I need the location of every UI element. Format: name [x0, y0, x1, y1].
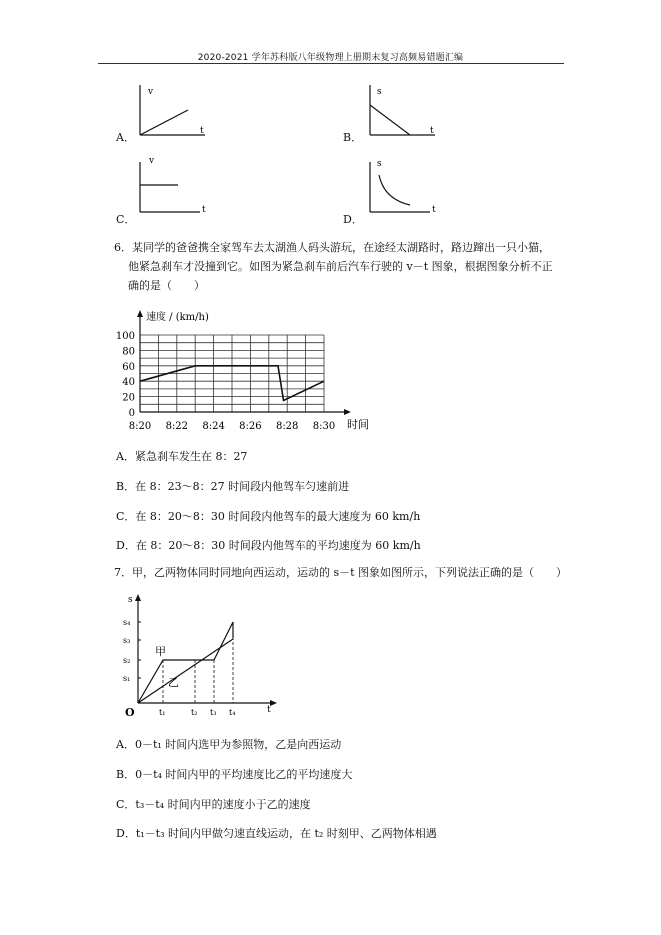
t2-tick: t₂ [191, 708, 198, 717]
x-tick-label: 8:20 [128, 421, 152, 432]
t-axis-arrow [270, 700, 277, 706]
option-d-xlabel: t [432, 205, 436, 215]
jia-line [138, 622, 233, 703]
x-tick-label: 8:26 [239, 421, 262, 432]
option-c-label: C． [116, 213, 136, 226]
y-tick-label: 100 [115, 331, 135, 342]
x-tick-label: 8:30 [312, 421, 336, 432]
origin-label: O [125, 706, 135, 719]
option-a-xlabel: t [200, 126, 204, 136]
option-b-label: B． [343, 131, 363, 144]
option-b-ylabel: s [377, 87, 382, 97]
x-tick-label: 8:24 [202, 421, 225, 432]
q7-option-a: A．0－t₁ 时间内选甲为参照物，乙是向西运动 [116, 738, 342, 751]
q6-option-b: B．在 8：23～8：27 时间段内他驾车匀速前进 [116, 480, 350, 493]
q7-stem: 7．甲，乙两物体同时同地向西运动，运动的 s－t 图象如图所示，下列说法正确的是（ ） [114, 566, 568, 579]
y-tick-label: 20 [122, 392, 135, 404]
x-axis-arrow [344, 409, 351, 415]
chart-xlabel: 时间 [347, 418, 369, 431]
option-d-curve [379, 175, 410, 205]
q6-option-c: C．在 8：20～8：30 时间段内他驾车的最大速度为 60 km/h [116, 510, 421, 523]
jia-label: 甲 [155, 645, 166, 658]
q6-option-d: D．在 8：20～8：30 时间段内他驾车的平均速度为 60 km/h [116, 539, 421, 552]
q7-option-b: B．0－t₄ 时间内甲的平均速度比乙的平均速度大 [116, 768, 353, 781]
y-tick-label: 60 [122, 361, 135, 373]
q7-option-c: C．t₃－t₄ 时间内甲的速度小于乙的速度 [116, 798, 311, 811]
y-axis-arrow [137, 310, 143, 317]
option-a-label: A． [116, 131, 135, 144]
s-axis-label: s [128, 595, 133, 605]
q6-vt-chart [110, 300, 400, 440]
s-axis-arrow [135, 594, 141, 601]
q6-option-a: A．紧急刹车发生在 8：27 [116, 450, 248, 463]
t1-tick: t₁ [159, 708, 166, 717]
option-a-line [140, 110, 188, 135]
option-c-ylabel: v [149, 157, 155, 166]
s3-tick: s₃ [123, 636, 131, 645]
chart-axes [137, 310, 351, 415]
option-a-graph [130, 80, 220, 142]
option-d-ylabel: s [377, 159, 382, 169]
s1-tick: s₁ [123, 674, 131, 683]
option-d-label: D． [343, 213, 363, 226]
s2-tick: s₂ [123, 656, 131, 665]
t4-tick: t₄ [229, 708, 236, 717]
y-tick-label: 40 [122, 377, 135, 389]
x-tick-label: 8:28 [275, 421, 299, 432]
option-d-graph [360, 157, 450, 219]
q6-stem-line2: 他紧急刹车才没撞到它。如图为紧急刹车前后汽车行驶的 v－t 图象，根据图象分析不正 [128, 260, 553, 273]
option-b-graph [360, 80, 450, 142]
chart-ylabel: 速度 / (km/h) [146, 312, 209, 323]
q7-st-graph [118, 590, 288, 722]
t3-tick: t₃ [210, 708, 217, 717]
x-tick-label: 8:22 [165, 421, 189, 432]
option-b-line [370, 105, 410, 135]
s4-tick: s₄ [123, 618, 131, 627]
option-b-xlabel: t [430, 126, 434, 136]
yi-line [138, 639, 233, 703]
y-tick-label: 80 [122, 346, 135, 358]
t-axis-label: t [267, 705, 271, 715]
yi-label: 乙 [168, 676, 179, 689]
q6-stem-line3: 确的是（ ） [128, 279, 205, 292]
y-tick-label: 0 [128, 408, 135, 419]
q7-option-d: D．t₁－t₃ 时间内甲做匀速直线运动，在 t₂ 时刻甲、乙两物体相遇 [116, 827, 437, 840]
header-divider [98, 63, 564, 64]
option-c-graph [130, 157, 220, 219]
q6-stem-line1: 6．某同学的爸爸携全家驾车去太湖渔人码头游玩，在途经太湖路时，路边蹿出一只小猫， [114, 241, 550, 254]
option-a-ylabel: v [148, 87, 154, 97]
option-c-xlabel: t [202, 205, 206, 215]
page-header: 2020-2021 学年苏科版八年级物理上册期末复习高频易错题汇编 [197, 53, 464, 63]
